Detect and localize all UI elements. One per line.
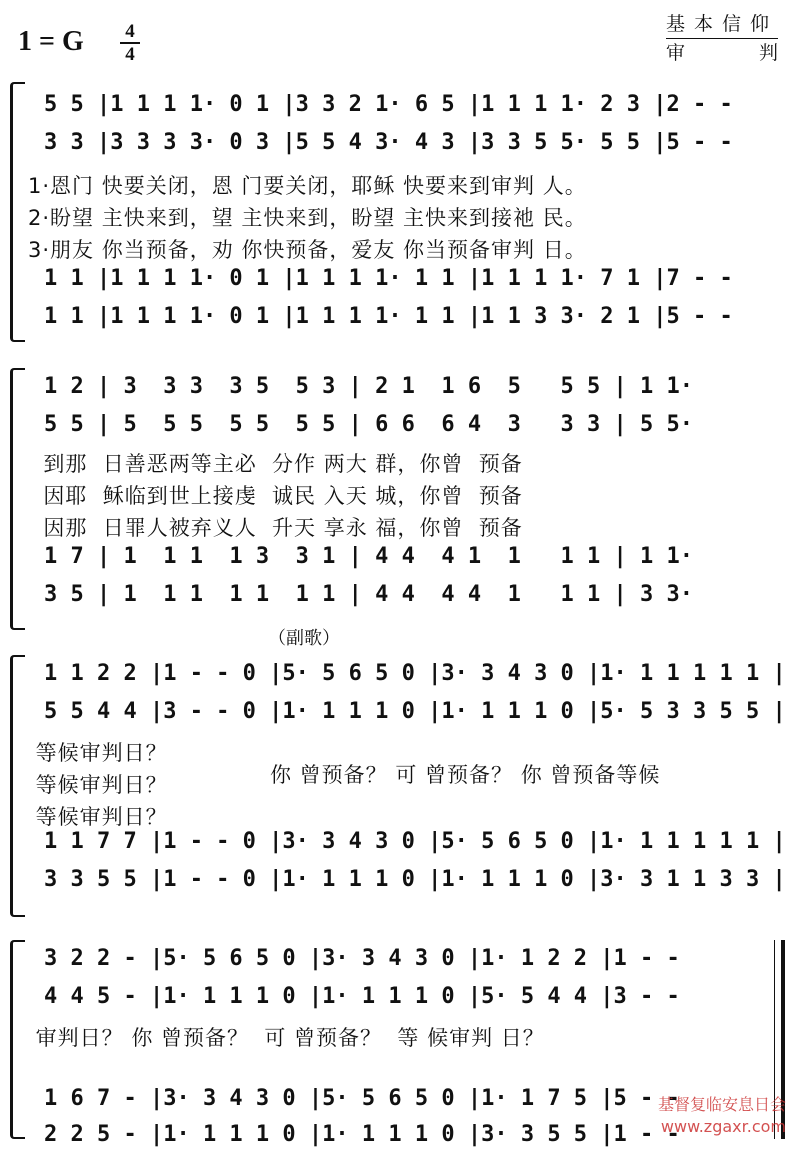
time-signature (120, 22, 140, 64)
lyric-line: 因那 日罪人被弃义人 升天 享永 福，你曾 预备 (28, 516, 523, 540)
chorus-lyric: 你 曾预备？ 可 曾预备？ 你 曾预备等候 (270, 763, 661, 787)
notation-row: 3 3 5 5 |1 - - 0 |1· 1 1 1 0 |1· 1 1 1 0 |3· 3 1 1 3 3 | (44, 867, 786, 892)
notation-row: 1 7 | 1 1 1 1 3 3 1 | 4 4 4 1 1 1 1 | 1 1· (44, 544, 694, 569)
watermark-line1: 基督复临安息日会 (657, 1095, 786, 1114)
lyric-line: 审判日？ 你 曾预备？ 可 曾预备？ 等 候审判 日？ (28, 1026, 545, 1050)
notation-row: 3 2 2 - |5· 5 6 5 0 |3· 3 4 3 0 |1· 1 2 2 |1 - - (44, 946, 680, 971)
time-signature-top: 4 (125, 21, 135, 42)
system-bracket (10, 368, 25, 630)
lyric-line: 因耶 稣临到世上接虔 诚民 入天 城，你曾 预备 (28, 484, 523, 508)
music-system-1 (10, 82, 785, 342)
music-system-2 (10, 368, 785, 630)
notation-row: 4 4 5 - |1· 1 1 1 0 |1· 1 1 1 0 |5· 5 4 4 |3 - - (44, 984, 680, 1009)
lyric-line: 到那 日善恶两等主必 分作 两大 群，你曾 预备 (28, 452, 523, 476)
lyric-line: 等候审判日？ (28, 773, 168, 797)
lyric-line: 等候审判日？ (28, 741, 168, 765)
song-title-right: 判 (758, 42, 778, 64)
notation-row: 3 3 |3 3 3 3· 0 3 |5 5 4 3· 4 3 |3 3 5 5· 5 5 |5 - - (44, 130, 733, 155)
notation-row: 1 6 7 - |3· 3 4 3 0 |5· 5 6 5 0 |1· 1 7 5 |5 - - (44, 1086, 680, 1111)
notation-row: 1 2 | 3 3 3 3 5 5 3 | 2 1 1 6 5 5 5 | 1 1· (44, 374, 694, 399)
notation-row: 3 5 | 1 1 1 1 1 1 1 | 4 4 4 4 1 1 1 | 3 3· (44, 582, 694, 607)
notation-row: 2 2 5 - |1· 1 1 1 0 |1· 1 1 1 0 |3· 3 5 5 |1 - - (44, 1122, 680, 1147)
music-system-3 (10, 655, 785, 917)
lyric-line: 等候审判日？ (28, 805, 168, 829)
system-bracket (10, 655, 25, 917)
song-title-left: 审 (665, 42, 685, 64)
notation-row: 5 5 4 4 |3 - - 0 |1· 1 1 1 0 |1· 1 1 1 0 |5· 5 3 3 5 5 | (44, 699, 786, 724)
song-title-block (666, 10, 778, 67)
lyric-line: 2·盼望 主快来到，望 主快来到，盼望 主快来到接祂 民。 (28, 206, 587, 230)
notation-row: 5 5 | 5 5 5 5 5 5 5 | 6 6 6 4 3 3 3 | 5 5· (44, 412, 694, 437)
system-bracket (10, 82, 25, 342)
watermark (658, 1094, 786, 1138)
notation-row: 1 1 2 2 |1 - - 0 |5· 5 6 5 0 |3· 3 4 3 0 |1· 1 1 1 1 1 | (44, 661, 786, 686)
key-signature: 1 = G (18, 26, 84, 57)
refrain-label: （副歌） (268, 628, 340, 649)
category-title: 基本信仰 (665, 13, 778, 35)
system-bracket (10, 940, 25, 1139)
notation-row: 1 1 7 7 |1 - - 0 |3· 3 4 3 0 |5· 5 6 5 0 |1· 1 1 1 1 1 | (44, 829, 786, 854)
notation-row: 5 5 |1 1 1 1· 0 1 |3 3 2 1· 6 5 |1 1 1 1· 2 3 |2 - - (44, 92, 733, 117)
notation-row: 1 1 |1 1 1 1· 0 1 |1 1 1 1· 1 1 |1 1 3 3· 2 1 |5 - - (44, 304, 733, 329)
song-title (666, 38, 778, 67)
watermark-line2: www.zgaxr.com (660, 1117, 786, 1136)
notation-row: 1 1 |1 1 1 1· 0 1 |1 1 1 1· 1 1 |1 1 1 1· 7 1 |7 - - (44, 266, 733, 291)
time-signature-bottom: 4 (125, 44, 135, 65)
lyric-line: 3·朋友 你当预备，劝 你快预备，爱友 你当预备审判 日。 (28, 238, 587, 262)
lyric-line: 1·恩门 快要关闭，恩 门要关闭，耶稣 快要来到审判 人。 (28, 174, 587, 198)
